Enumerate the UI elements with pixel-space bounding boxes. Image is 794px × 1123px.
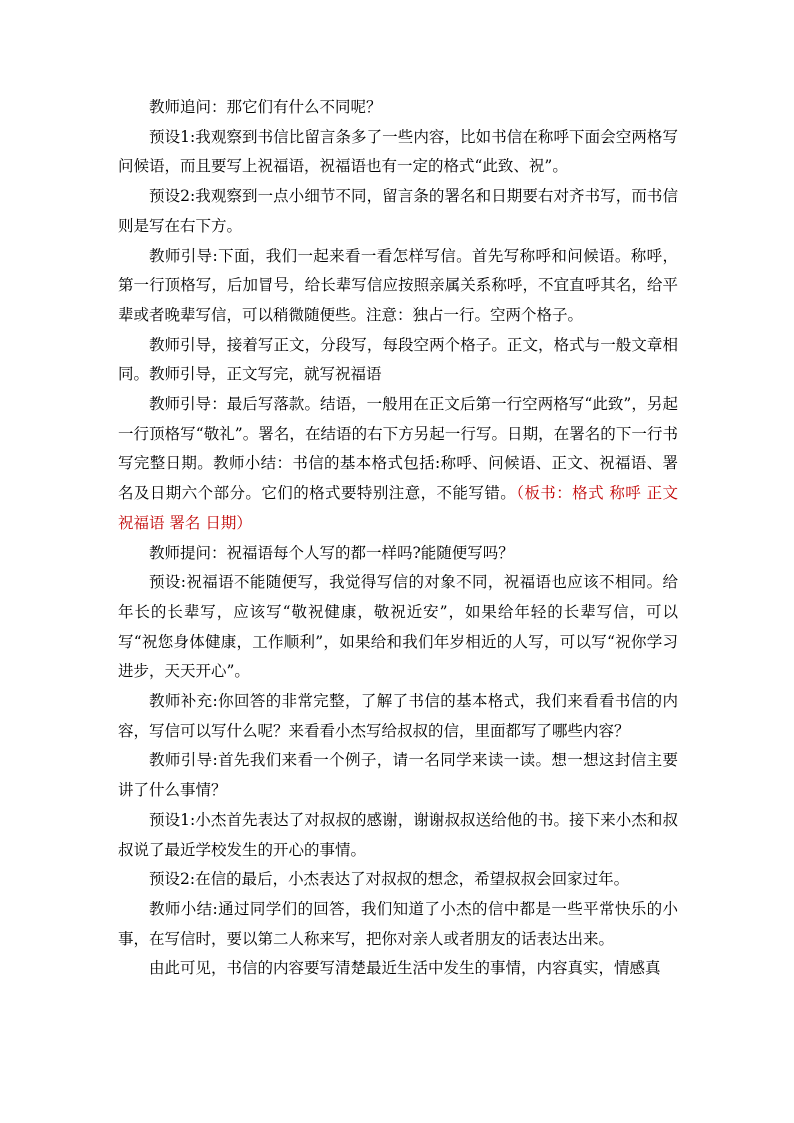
paragraph-preset-2: 预设2:我观察到一点小细节不同，留言条的署名和日期要右对齐书写，而书信则是写在右下方。 (118, 187, 678, 235)
document-body (118, 93, 678, 984)
paragraph-teacher-question: 教师追问：那它们有什么不同呢？ (149, 98, 382, 116)
board-note: （板书：格式 称呼 正文 祝福语 署名 日期） (118, 484, 678, 532)
paragraph-guide-example: 教师引导:首先我们来看一个例子，请一名同学来读一读。想一想这封信主要讲了什么事情？ (118, 751, 678, 800)
paragraph-preset-1: 预设1:我观察到书信比留言条多了一些内容，比如书信在称呼下面会空两格写问候语，而且要写上祝福语，祝福语也有一定的格式“此致、祝”。 (118, 127, 678, 176)
paragraph-example-preset-1: 预设1:小杰首先表达了对叔叔的感谢，谢谢叔叔送给他的书。接下来小杰和叔叔说了最近学校发生的开心的事情。 (118, 810, 678, 859)
paragraph-teacher-summary: 教师小结:通过同学们的回答，我们知道了小杰的信中都是一些平常快乐的小事，在写信时，要以第二人称来写，把你对亲人或者朋友的话表达出来。 (118, 899, 678, 948)
paragraph-guide-signature (118, 390, 678, 539)
guide-signature-text: 教师引导：最后写落款。结语，一般用在正文后第一行空两格写“此致”，另起一行顶格写“敬礼”。署名，在结语的右下方另起一行写。日期，在署名的下一行书写完整日期。教师小结：书信的基本格式包括:称呼、问候语、正文、祝福语、署名及日期六个部分。它们的格式要特别注意，不能写错。 (118, 395, 678, 503)
paragraph-teacher-ask-blessing: 教师提问：祝福语每个人写的都一样吗?能随便写吗？ (149, 543, 514, 562)
paragraph-example-preset-2: 预设2:在信的最后，小杰表达了对叔叔的想念，希望叔叔会回家过年。 (149, 870, 630, 889)
paragraph-guide-salutation: 教师引导:下面，我们一起来看一看怎样写信。首先写称呼和问候语。称呼，第一行顶格写，后加冒号，给长辈写信应按照亲属关系称呼，不宜直呼其名，给平辈或者晚辈写信，可以稍微随便些。注意：独占一行。空两个格子。 (118, 246, 678, 324)
paragraph-guide-body: 教师引导，接着写正文，分段写，每段空两个格子。正文，格式与一般文章相同。教师引导，正文写完，就写祝福语 (118, 335, 678, 384)
paragraph-teacher-supplement: 教师补充:你回答的非常完整，了解了书信的基本格式，我们来看看书信的内容，写信可以写什么呢？来看看小杰写给叔叔的信，里面都写了哪些内容？ (118, 692, 678, 740)
paragraph-preset-blessing: 预设:祝福语不能随便写，我觉得写信的对象不同，祝福语也应该不相同。给年长的长辈写，应该写“敬祝健康，敬祝近安”，如果给年轻的长辈写信，可以写“祝您身体健康，工作顺利”，如果给和我们年岁相近的人写，可以写“祝你学习进步，天天开心”。 (118, 573, 678, 681)
paragraph-conclusion: 由此可见，书信的内容要写清楚最近生活中发生的事情，内容真实，情感真 (149, 959, 661, 978)
